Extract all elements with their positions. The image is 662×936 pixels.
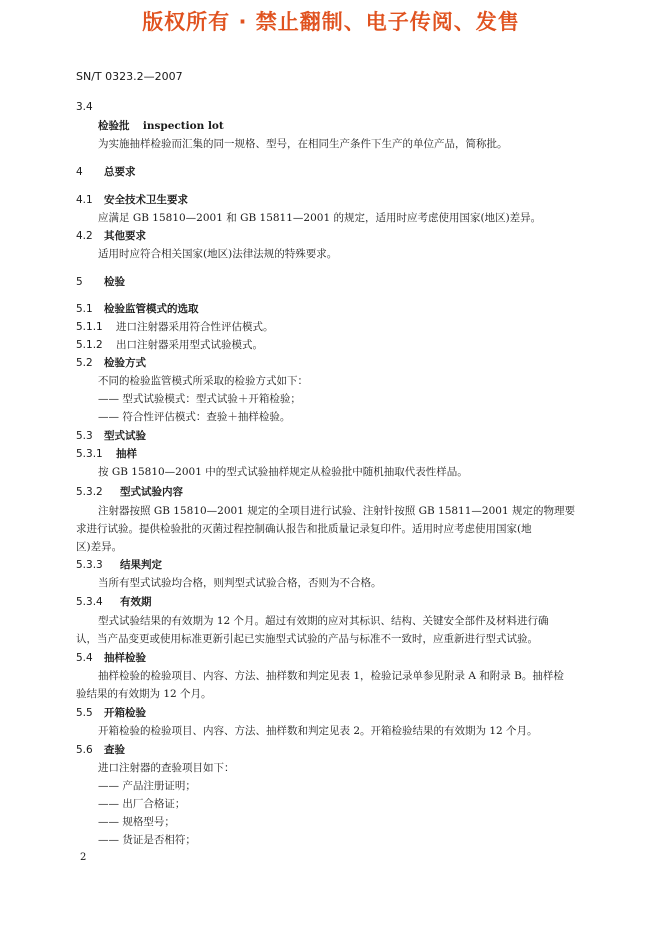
- section-3-4-heading: 3.4: [76, 101, 93, 113]
- term-inspection-lot: [98, 119, 224, 133]
- section-5-3-2-line-1: 注射器按照 GB 15810—2001 规定的全项目进行试验、注射针按照 GB 15811—2001 规定的物理要: [98, 505, 575, 517]
- section-5-4-line-1: 抽样检验的检验项目、内容、方法、抽样数和判定见表 1，检验记录单参见附录 A 和附录 B。抽样检: [98, 670, 564, 682]
- section-5-6-item-2: —— 出厂合格证；: [98, 798, 186, 810]
- section-5-1-2: 5.1.2 出口注射器采用型式试验模式。: [76, 339, 263, 351]
- section-5-6-heading: 5.6 查验: [76, 744, 125, 756]
- section-5-3-2-line-2: 求进行试验。提供检验批的灭菌过程控制确认报告和批质量记录复印件。适用时应考虑使用国家(地: [76, 523, 532, 535]
- section-5-3-1-heading: 5.3.1 抽样: [76, 448, 137, 460]
- section-5-4-line-2: 验结果的有效期为 12 个月。: [76, 688, 212, 700]
- section-4-heading: 4 总要求: [76, 166, 136, 178]
- section-5-2-item-2: —— 符合性评估模式：查验＋抽样检验。: [98, 411, 291, 423]
- section-5-5-text: 开箱检验的检验项目、内容、方法、抽样数和判定见表 2。开箱检验结果的有效期为 12 个月。: [98, 725, 538, 737]
- section-5-1-heading: 5.1 检验监管模式的选取: [76, 303, 199, 315]
- copyright-watermark: 版权所有 · 禁止翻制、电子传阅、发售: [142, 10, 520, 34]
- section-5-4-heading: 5.4 抽样检验: [76, 652, 146, 664]
- section-4-1-text: 应满足 GB 15810—2001 和 GB 15811—2001 的规定，适用时应考虑使用国家(地区)差异。: [98, 212, 542, 224]
- document-id: SN/T 0323.2—2007: [76, 70, 183, 83]
- term-definition: 为实施抽样检验而汇集的同一规格、型号，在相同生产条件下生产的单位产品，简称批。: [98, 138, 508, 150]
- section-5-3-heading: 5.3 型式试验: [76, 430, 146, 442]
- section-5-3-3-heading: 5.3.3 结果判定: [76, 559, 162, 571]
- section-5-2-item-1: —— 型式试验模式：型式试验＋开箱检验；: [98, 393, 301, 405]
- section-5-3-4-heading: 5.3.4 有效期: [76, 596, 152, 608]
- section-4-2-text: 适用时应符合相关国家(地区)法律法规的特殊要求。: [98, 248, 338, 260]
- section-5-3-4-line-2: 认，当产品变更或使用标准更新引起已实施型式试验的产品与标准不一致时，应重新进行型式试验。: [76, 633, 538, 645]
- section-5-5-heading: 5.5 开箱检验: [76, 707, 146, 719]
- section-5-1-1: 5.1.1 进口注射器采用符合性评估模式。: [76, 321, 274, 333]
- section-5-2-heading: 5.2 检验方式: [76, 357, 146, 369]
- term-cn: 检验批: [98, 120, 130, 132]
- section-4-1-heading: 4.1 安全技术卫生要求: [76, 194, 188, 206]
- section-5-6-intro: 进口注射器的查验项目如下：: [98, 762, 235, 774]
- section-5-6-item-1: —— 产品注册证明；: [98, 780, 196, 792]
- section-5-3-3-text: 当所有型式试验均合格，则判型式试验合格，否则为不合格。: [98, 577, 382, 589]
- section-5-2-intro: 不同的检验监管模式所采取的检验方式如下：: [98, 375, 308, 387]
- section-5-6-item-3: —— 规格型号；: [98, 816, 175, 828]
- page-number: 2: [80, 852, 87, 863]
- term-en: inspection lot: [142, 120, 224, 132]
- section-5-3-1-text: 按 GB 15810—2001 中的型式试验抽样规定从检验批中随机抽取代表性样品。: [98, 466, 468, 478]
- section-5-3-4-line-1: 型式试验结果的有效期为 12 个月。超过有效期的应对其标识、结构、关键安全部件及材料进行确: [98, 615, 549, 627]
- section-4-2-heading: 4.2 其他要求: [76, 230, 146, 242]
- section-5-3-2-line-3: 区)差异。: [76, 541, 123, 553]
- section-5-heading: 5 检验: [76, 276, 125, 288]
- section-5-6-item-4: —— 货证是否相符；: [98, 834, 196, 846]
- section-5-3-2-heading: 5.3.2 型式试验内容: [76, 486, 183, 498]
